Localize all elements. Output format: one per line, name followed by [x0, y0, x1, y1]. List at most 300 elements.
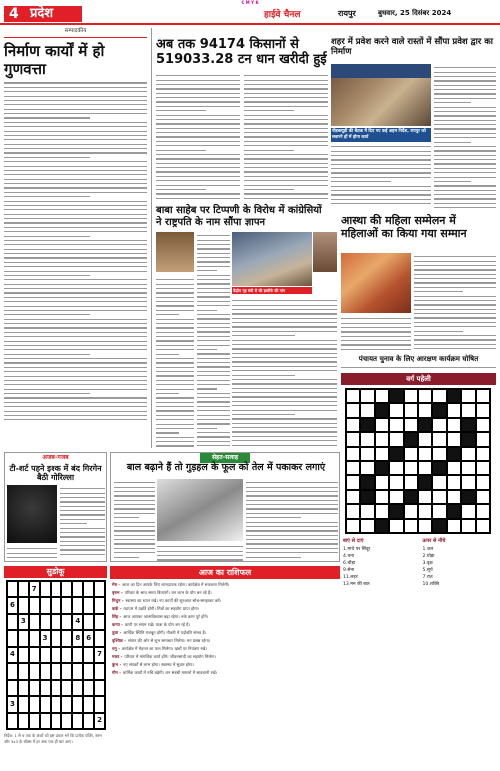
text-line [341, 349, 411, 350]
text-line [4, 341, 147, 342]
text-line [4, 218, 147, 219]
text-line [341, 323, 411, 324]
text-line [156, 319, 194, 320]
text-line [114, 543, 155, 544]
text-line [197, 415, 230, 416]
crossword-cell [476, 403, 490, 417]
text-line [197, 410, 230, 411]
text-line [156, 437, 194, 438]
crossword-cell [404, 504, 418, 518]
text-line [232, 405, 337, 406]
text-line [156, 128, 240, 129]
text-line [414, 304, 496, 305]
crossword-cell [418, 418, 432, 432]
crossword-cell [418, 432, 432, 446]
masthead [0, 0, 500, 24]
text-line [156, 358, 194, 359]
crossword-cell [360, 432, 374, 446]
horoscope-list [112, 582, 338, 678]
clue-across: 4.चना [343, 553, 355, 559]
text-line [434, 207, 496, 208]
text-line [197, 441, 230, 442]
text-line [197, 340, 230, 341]
text-line [414, 335, 496, 336]
sudoku-cell [94, 696, 105, 712]
sudoku-cell [29, 680, 40, 696]
text-line [434, 115, 496, 116]
text-line [4, 100, 147, 101]
text-line [246, 491, 338, 492]
text-line [331, 203, 431, 204]
text-line [246, 557, 301, 558]
sudoku-cell [51, 647, 62, 663]
photo-banner [331, 64, 431, 78]
text-line [341, 367, 496, 368]
text-line [414, 326, 496, 327]
crossword-cell [360, 403, 374, 417]
text-line [156, 198, 240, 199]
sudoku-cell [83, 614, 94, 630]
text-line [244, 88, 328, 89]
sudoku-cell: 2 [94, 713, 105, 729]
text-line [246, 548, 338, 549]
text-line [232, 366, 337, 367]
text-line [157, 559, 243, 560]
crossword-cell [447, 519, 461, 533]
text-line [4, 415, 147, 416]
text-line [156, 288, 194, 289]
text-line [4, 117, 90, 118]
text-line [232, 348, 337, 349]
text-line [331, 155, 431, 156]
crossword-cell [389, 447, 403, 461]
text-line [414, 317, 496, 318]
text-line [114, 487, 155, 488]
sudoku-cell [7, 663, 18, 679]
crossword-cell [476, 447, 490, 461]
crossword-cell [418, 504, 432, 518]
text-line [4, 384, 147, 385]
text-line [60, 536, 105, 537]
horoscope-text: परिवार के साथ समय बिताएंगे। धन लाभ के योग बन रहे हैं। [124, 590, 212, 596]
text-line [4, 323, 147, 324]
text-line [4, 236, 90, 237]
text-line [4, 183, 147, 184]
text-line [4, 310, 147, 311]
text-line [244, 128, 328, 129]
sudoku-cell [40, 597, 51, 613]
crossword-cell [375, 447, 389, 461]
sudoku-cell [94, 630, 105, 646]
text-line [4, 336, 147, 337]
horoscope-sign: धनु - [112, 646, 120, 652]
lead-body-col-2 [244, 72, 328, 200]
text-line [114, 526, 155, 527]
text-line [4, 389, 147, 390]
horoscope-item [112, 606, 338, 612]
crossword-cell [461, 403, 475, 417]
crossword-cell [418, 490, 432, 504]
text-line [4, 144, 147, 145]
text-line [434, 120, 496, 121]
text-line [434, 67, 496, 68]
sudoku-cell [18, 713, 29, 729]
horoscope-item [112, 654, 338, 660]
leader-photo [156, 232, 194, 272]
text-line [197, 362, 230, 363]
text-line [341, 336, 411, 337]
crossword-cell [461, 490, 475, 504]
text-line [232, 340, 337, 341]
text-line [341, 344, 411, 345]
text-line [197, 270, 217, 271]
text-line [156, 432, 179, 433]
text-line [156, 97, 240, 98]
text-line [156, 384, 194, 385]
crossword-cell [432, 519, 446, 533]
horoscope-sign: वृश्चिक - [112, 638, 126, 644]
crossword-cell [418, 475, 432, 489]
text-line [434, 142, 471, 143]
text-line [4, 367, 147, 368]
health-box [110, 452, 340, 562]
text-line [156, 371, 194, 372]
text-line [156, 345, 194, 346]
text-line [156, 150, 206, 151]
text-line [156, 340, 194, 341]
text-line [197, 244, 230, 245]
text-line [414, 322, 496, 323]
text-line [197, 423, 230, 424]
text-line [156, 305, 194, 306]
text-line [4, 327, 147, 328]
crossword-cell [447, 475, 461, 489]
text-line [414, 339, 496, 340]
sudoku-cell [61, 597, 72, 613]
text-line [197, 366, 230, 367]
horoscope-text: व्यापार में उन्नति होगी। मित्रों का सहयोग प्राप्त होगा। [123, 606, 200, 612]
gate-body-col-2 [331, 143, 431, 209]
crossword-cell [432, 432, 446, 446]
horoscope-sign: मेष - [112, 582, 120, 587]
sudoku-cell [61, 630, 72, 646]
text-line [4, 96, 147, 97]
text-line [232, 322, 337, 323]
sudoku-cell [61, 663, 72, 679]
text-line [246, 508, 338, 509]
text-line [232, 445, 337, 446]
text-line [232, 427, 337, 428]
sudoku-cell [61, 713, 72, 729]
text-line [244, 171, 328, 172]
crossword-cell [404, 418, 418, 432]
text-line [434, 203, 496, 204]
text-line [414, 291, 463, 292]
crossword-cell [447, 389, 461, 403]
text-line [4, 87, 147, 88]
crossword-cell [461, 461, 475, 475]
text-line [4, 419, 147, 420]
ajab-body-2 [7, 545, 57, 561]
text-line [331, 151, 431, 152]
crossword-cell [432, 475, 446, 489]
clue-down: 10.शक्ति [422, 582, 440, 588]
horoscope-item [112, 638, 338, 644]
text-line [244, 75, 328, 76]
crossword-cell [360, 519, 374, 533]
sudoku-cell [72, 581, 83, 597]
text-line [244, 163, 328, 164]
text-line [4, 266, 147, 267]
text-line [156, 154, 240, 155]
text-line [434, 146, 496, 147]
text-line [331, 186, 431, 187]
text-line [156, 106, 240, 107]
text-line [246, 517, 301, 518]
text-line [197, 235, 230, 236]
text-line [197, 345, 230, 346]
text-line [4, 91, 147, 92]
text-line [414, 331, 463, 332]
text-line [4, 354, 90, 355]
sudoku-cell: 4 [7, 647, 18, 663]
text-line [197, 301, 230, 302]
text-line [414, 256, 496, 257]
text-line [197, 248, 230, 249]
horoscope-text: वाणी पर संयम रखें। यात्रा के योग बन रहे हैं। [124, 622, 190, 628]
text-line [60, 549, 105, 550]
crossword-cell [404, 490, 418, 504]
text-line [4, 82, 147, 83]
text-line [156, 88, 240, 89]
sudoku-cell [29, 647, 40, 663]
meeting-photo [331, 64, 431, 126]
text-line [197, 296, 230, 297]
crossword-cell [432, 447, 446, 461]
crossword-cell [476, 418, 490, 432]
text-line [244, 136, 328, 137]
sudoku-cell [51, 663, 62, 679]
text-line [156, 362, 194, 363]
text-line [331, 194, 431, 195]
ajab-title: टी-शर्ट पहने इश्क में बंद गिरगेन बैठी गोरिल्ला [9, 464, 102, 483]
sudoku-cell [7, 614, 18, 630]
text-line [156, 367, 194, 368]
crossword-cell [432, 504, 446, 518]
gate-body-col-1 [434, 64, 496, 209]
text-line [434, 107, 496, 108]
text-line [232, 344, 337, 345]
text-line [60, 541, 105, 542]
sudoku-cell [7, 630, 18, 646]
text-line [156, 84, 240, 85]
horoscope-item [112, 614, 338, 620]
horoscope-text: आज आपका आत्मविश्वास बढ़ा रहेगा। रुके काम पूरे होंगे। [123, 614, 209, 620]
text-line [414, 296, 496, 297]
crossword-cell [389, 461, 403, 475]
text-line [434, 155, 496, 156]
text-line [434, 163, 496, 164]
text-line [156, 349, 194, 350]
text-line [232, 331, 337, 332]
sudoku-cell [51, 581, 62, 597]
sudoku-cell [40, 713, 51, 729]
crossword-cell [476, 519, 490, 533]
text-line [156, 101, 240, 102]
horoscope-sign: वृषभ - [112, 590, 123, 596]
text-line [4, 192, 147, 193]
text-line [244, 93, 328, 94]
text-line [156, 419, 194, 420]
text-line [244, 101, 328, 102]
text-line [232, 335, 295, 336]
text-line [244, 132, 328, 133]
sudoku-cell [40, 581, 51, 597]
congress-body-col-2 [156, 276, 194, 447]
text-line [4, 345, 147, 346]
horoscope-sign: मिथुन - [112, 598, 124, 604]
text-line [331, 172, 431, 173]
editorial-label: सम्पादकीय [4, 28, 147, 38]
editorial-column [4, 28, 152, 448]
crossword-cell [389, 490, 403, 504]
crossword-cell [360, 418, 374, 432]
text-line [4, 166, 147, 167]
horoscope-text: धार्मिक कार्यों में रुचि बढ़ेगी। धन संबंधी मामलों में सावधानी रखें। [122, 670, 218, 676]
text-line [156, 185, 240, 186]
crossword-cell [418, 403, 432, 417]
crossword-cell [346, 447, 360, 461]
text-line [4, 358, 147, 359]
crossword-cell [418, 447, 432, 461]
sudoku-cell [40, 696, 51, 712]
sudoku-cell [83, 680, 94, 696]
text-line [244, 154, 328, 155]
sudoku-cell [83, 597, 94, 613]
text-line [244, 115, 328, 116]
sudoku-cell [7, 581, 18, 597]
women-body-col-2 [341, 315, 411, 353]
horoscope-item [112, 582, 338, 588]
text-line [157, 546, 243, 547]
text-line [60, 514, 105, 515]
text-line [156, 93, 240, 94]
text-line [434, 159, 496, 160]
sudoku-cell [18, 680, 29, 696]
gate-headline: शहर में प्रवेश करने वाले रास्तों में सौंपा प्रवेश द्वार का निर्माण [331, 37, 493, 57]
crossword-cell [346, 519, 360, 533]
text-line [246, 504, 338, 505]
text-line [156, 327, 194, 328]
crossword-cell [447, 418, 461, 432]
text-line [4, 240, 147, 241]
horoscope-text: स्वास्थ्य का ध्यान रखें। नए कार्यों की शुरुआत सोच-समझकर करें। [125, 598, 222, 604]
horoscope-sign: कन्या - [112, 622, 123, 628]
crossword-cell [404, 461, 418, 475]
text-line [4, 402, 147, 403]
text-line [4, 196, 90, 197]
gorilla-photo [7, 485, 57, 543]
sudoku-cell [40, 647, 51, 663]
text-line [156, 171, 240, 172]
text-line [114, 508, 155, 509]
sudoku-cell [51, 614, 62, 630]
text-line [331, 168, 431, 169]
crossword-title: वर्ग पहेली [341, 373, 496, 385]
text-line [60, 506, 105, 507]
sudoku-cell: 6 [7, 597, 18, 613]
clue-across: 11.लहर [343, 575, 358, 581]
text-line [197, 358, 230, 359]
text-line [4, 244, 147, 245]
text-line [60, 497, 105, 498]
text-line [156, 110, 206, 111]
sudoku-cell: 7 [94, 647, 105, 663]
text-line [156, 297, 194, 298]
text-line [434, 137, 496, 138]
crossword-cell [476, 389, 490, 403]
sudoku-cell [94, 680, 105, 696]
crossword-cell [476, 461, 490, 475]
sudoku-cell: 8 [72, 630, 83, 646]
text-line [156, 389, 194, 390]
sudoku-title: सुडोकू [4, 566, 107, 578]
text-line [197, 380, 230, 381]
crossword-cell [432, 461, 446, 475]
text-line [4, 411, 147, 412]
sudoku-instructions: निर्देश: 1 से 9 तक के अंकों को इस प्रकार भरें कि प्रत्येक पंक्ति, स्तंभ और 3x3 के बॉक्स में हर अंक एक ही बार आए। [4, 733, 102, 744]
text-line [114, 548, 155, 549]
crossword-cell [418, 389, 432, 403]
crossword-cell [447, 403, 461, 417]
health-body-col-2 [246, 479, 338, 561]
text-line [341, 340, 411, 341]
sudoku-cell [29, 614, 40, 630]
sudoku-cell [61, 614, 72, 630]
women-photo [341, 253, 411, 313]
text-line [4, 135, 147, 136]
text-line [156, 406, 194, 407]
text-line [4, 222, 147, 223]
sudoku-cell [18, 581, 29, 597]
text-line [4, 249, 147, 250]
crossword-cell [461, 418, 475, 432]
text-line [4, 126, 147, 127]
text-line [197, 240, 230, 241]
sudoku-cell [51, 696, 62, 712]
text-line [156, 75, 240, 76]
health-body-col-1 [114, 479, 155, 561]
text-line [4, 109, 147, 110]
text-line [114, 535, 155, 536]
text-line [60, 532, 105, 533]
text-line [197, 288, 230, 289]
text-line [4, 314, 90, 315]
text-line [232, 370, 337, 371]
sudoku-cell [18, 630, 29, 646]
text-line [414, 344, 496, 345]
crossword-grid [345, 388, 491, 534]
text-line [244, 189, 294, 190]
text-line [197, 353, 230, 354]
crossword-cell [346, 432, 360, 446]
sudoku-cell [83, 647, 94, 663]
text-line [232, 392, 337, 393]
text-line [197, 261, 230, 262]
page-number: 4 [4, 6, 24, 22]
health-label: सेहत-सलाह [200, 453, 250, 463]
text-line [4, 209, 147, 210]
